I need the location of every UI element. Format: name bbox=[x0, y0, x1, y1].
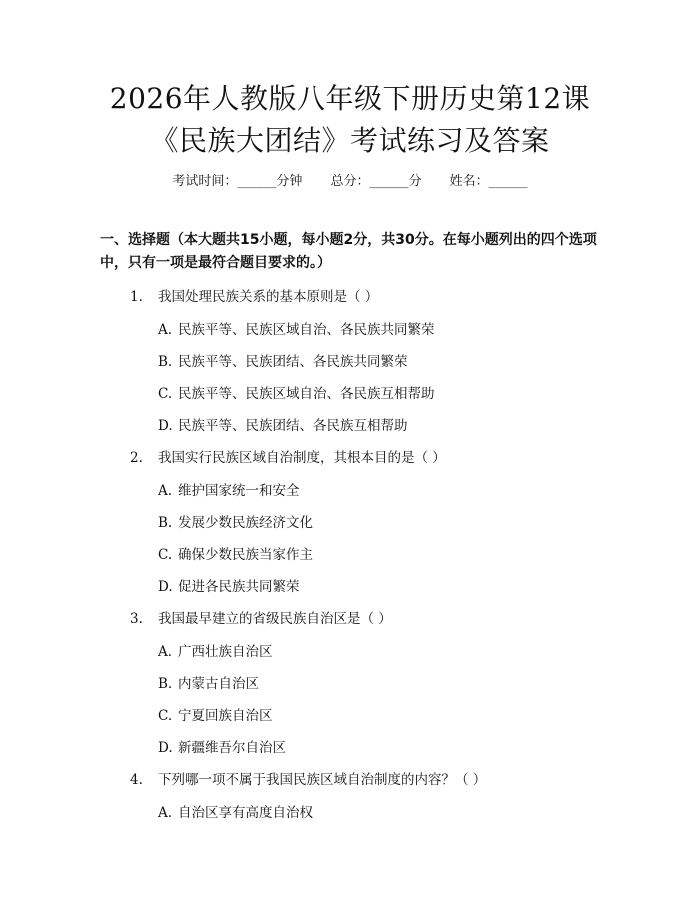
exam-info-row bbox=[0, 170, 700, 189]
option-2d bbox=[158, 575, 300, 595]
exam-time-label: 考试时间：______分钟 bbox=[172, 174, 303, 189]
question-1 bbox=[130, 285, 378, 305]
option-letter: C. bbox=[158, 547, 173, 563]
question-text: 我国最早建立的省级民族自治区是（ ） bbox=[158, 611, 392, 627]
option-1c bbox=[158, 382, 435, 402]
option-2b bbox=[158, 511, 313, 531]
option-letter: A. bbox=[158, 644, 173, 660]
question-number: 3. bbox=[130, 611, 143, 627]
option-text: 民族平等、民族区域自治、各民族互相帮助 bbox=[178, 386, 435, 402]
option-letter: B. bbox=[158, 515, 173, 531]
option-letter: A. bbox=[158, 483, 173, 499]
option-4a bbox=[158, 801, 313, 821]
option-letter: C. bbox=[158, 708, 173, 724]
question-number: 2. bbox=[130, 450, 143, 466]
section-heading: 一、选择题（本大题共15小题，每小题2分，共30分。在每小题列出的四个选项中，只有一项是最符合题目要求的。） bbox=[100, 232, 597, 271]
option-3b bbox=[158, 672, 259, 692]
question-text: 我国实行民族区域自治制度，其根本目的是（ ） bbox=[158, 450, 446, 466]
option-text: 广西壮族自治区 bbox=[178, 644, 273, 660]
option-1a bbox=[158, 318, 435, 338]
option-text: 宁夏回族自治区 bbox=[178, 708, 273, 724]
option-text: 民族平等、民族团结、各民族互相帮助 bbox=[178, 418, 408, 434]
option-text: 新疆维吾尔自治区 bbox=[178, 740, 286, 756]
option-text: 促进各民族共同繁荣 bbox=[178, 579, 300, 595]
total-score-label: 总分：______分 bbox=[330, 174, 422, 189]
option-text: 内蒙古自治区 bbox=[178, 676, 259, 692]
question-number: 1. bbox=[130, 289, 143, 305]
option-letter: B. bbox=[158, 676, 173, 692]
option-text: 民族平等、民族团结、各民族共同繁荣 bbox=[178, 354, 408, 370]
option-letter: D. bbox=[158, 418, 173, 434]
option-text: 维护国家统一和安全 bbox=[178, 483, 300, 499]
option-letter: D. bbox=[158, 740, 173, 756]
student-name-label: 姓名：______ bbox=[449, 174, 528, 189]
question-3 bbox=[130, 607, 392, 627]
option-2a bbox=[158, 479, 300, 499]
option-2c bbox=[158, 543, 313, 563]
question-number: 4. bbox=[130, 772, 143, 788]
option-letter: A. bbox=[158, 322, 173, 338]
option-text: 确保少数民族当家作主 bbox=[178, 547, 313, 563]
option-letter: A. bbox=[158, 805, 173, 821]
option-letter: B. bbox=[158, 354, 173, 370]
option-letter: D. bbox=[158, 579, 173, 595]
option-letter: C. bbox=[158, 386, 173, 402]
option-3d bbox=[158, 736, 286, 756]
option-text: 自治区享有高度自治权 bbox=[178, 805, 313, 821]
question-2 bbox=[130, 446, 446, 466]
document-title: 2026年人教版八年级下册历史第12课《民族大团结》考试练习及答案 bbox=[109, 82, 591, 157]
question-text: 我国处理民族关系的基本原则是（ ） bbox=[158, 289, 379, 305]
option-3c bbox=[158, 704, 273, 724]
question-4 bbox=[130, 768, 486, 788]
question-text: 下列哪一项不属于我国民族区域自治制度的内容？（ ） bbox=[158, 772, 487, 788]
option-text: 发展少数民族经济文化 bbox=[178, 515, 313, 531]
option-1b bbox=[158, 350, 408, 370]
option-text: 民族平等、民族区域自治、各民族共同繁荣 bbox=[178, 322, 435, 338]
option-1d bbox=[158, 414, 408, 434]
option-3a bbox=[158, 640, 273, 660]
